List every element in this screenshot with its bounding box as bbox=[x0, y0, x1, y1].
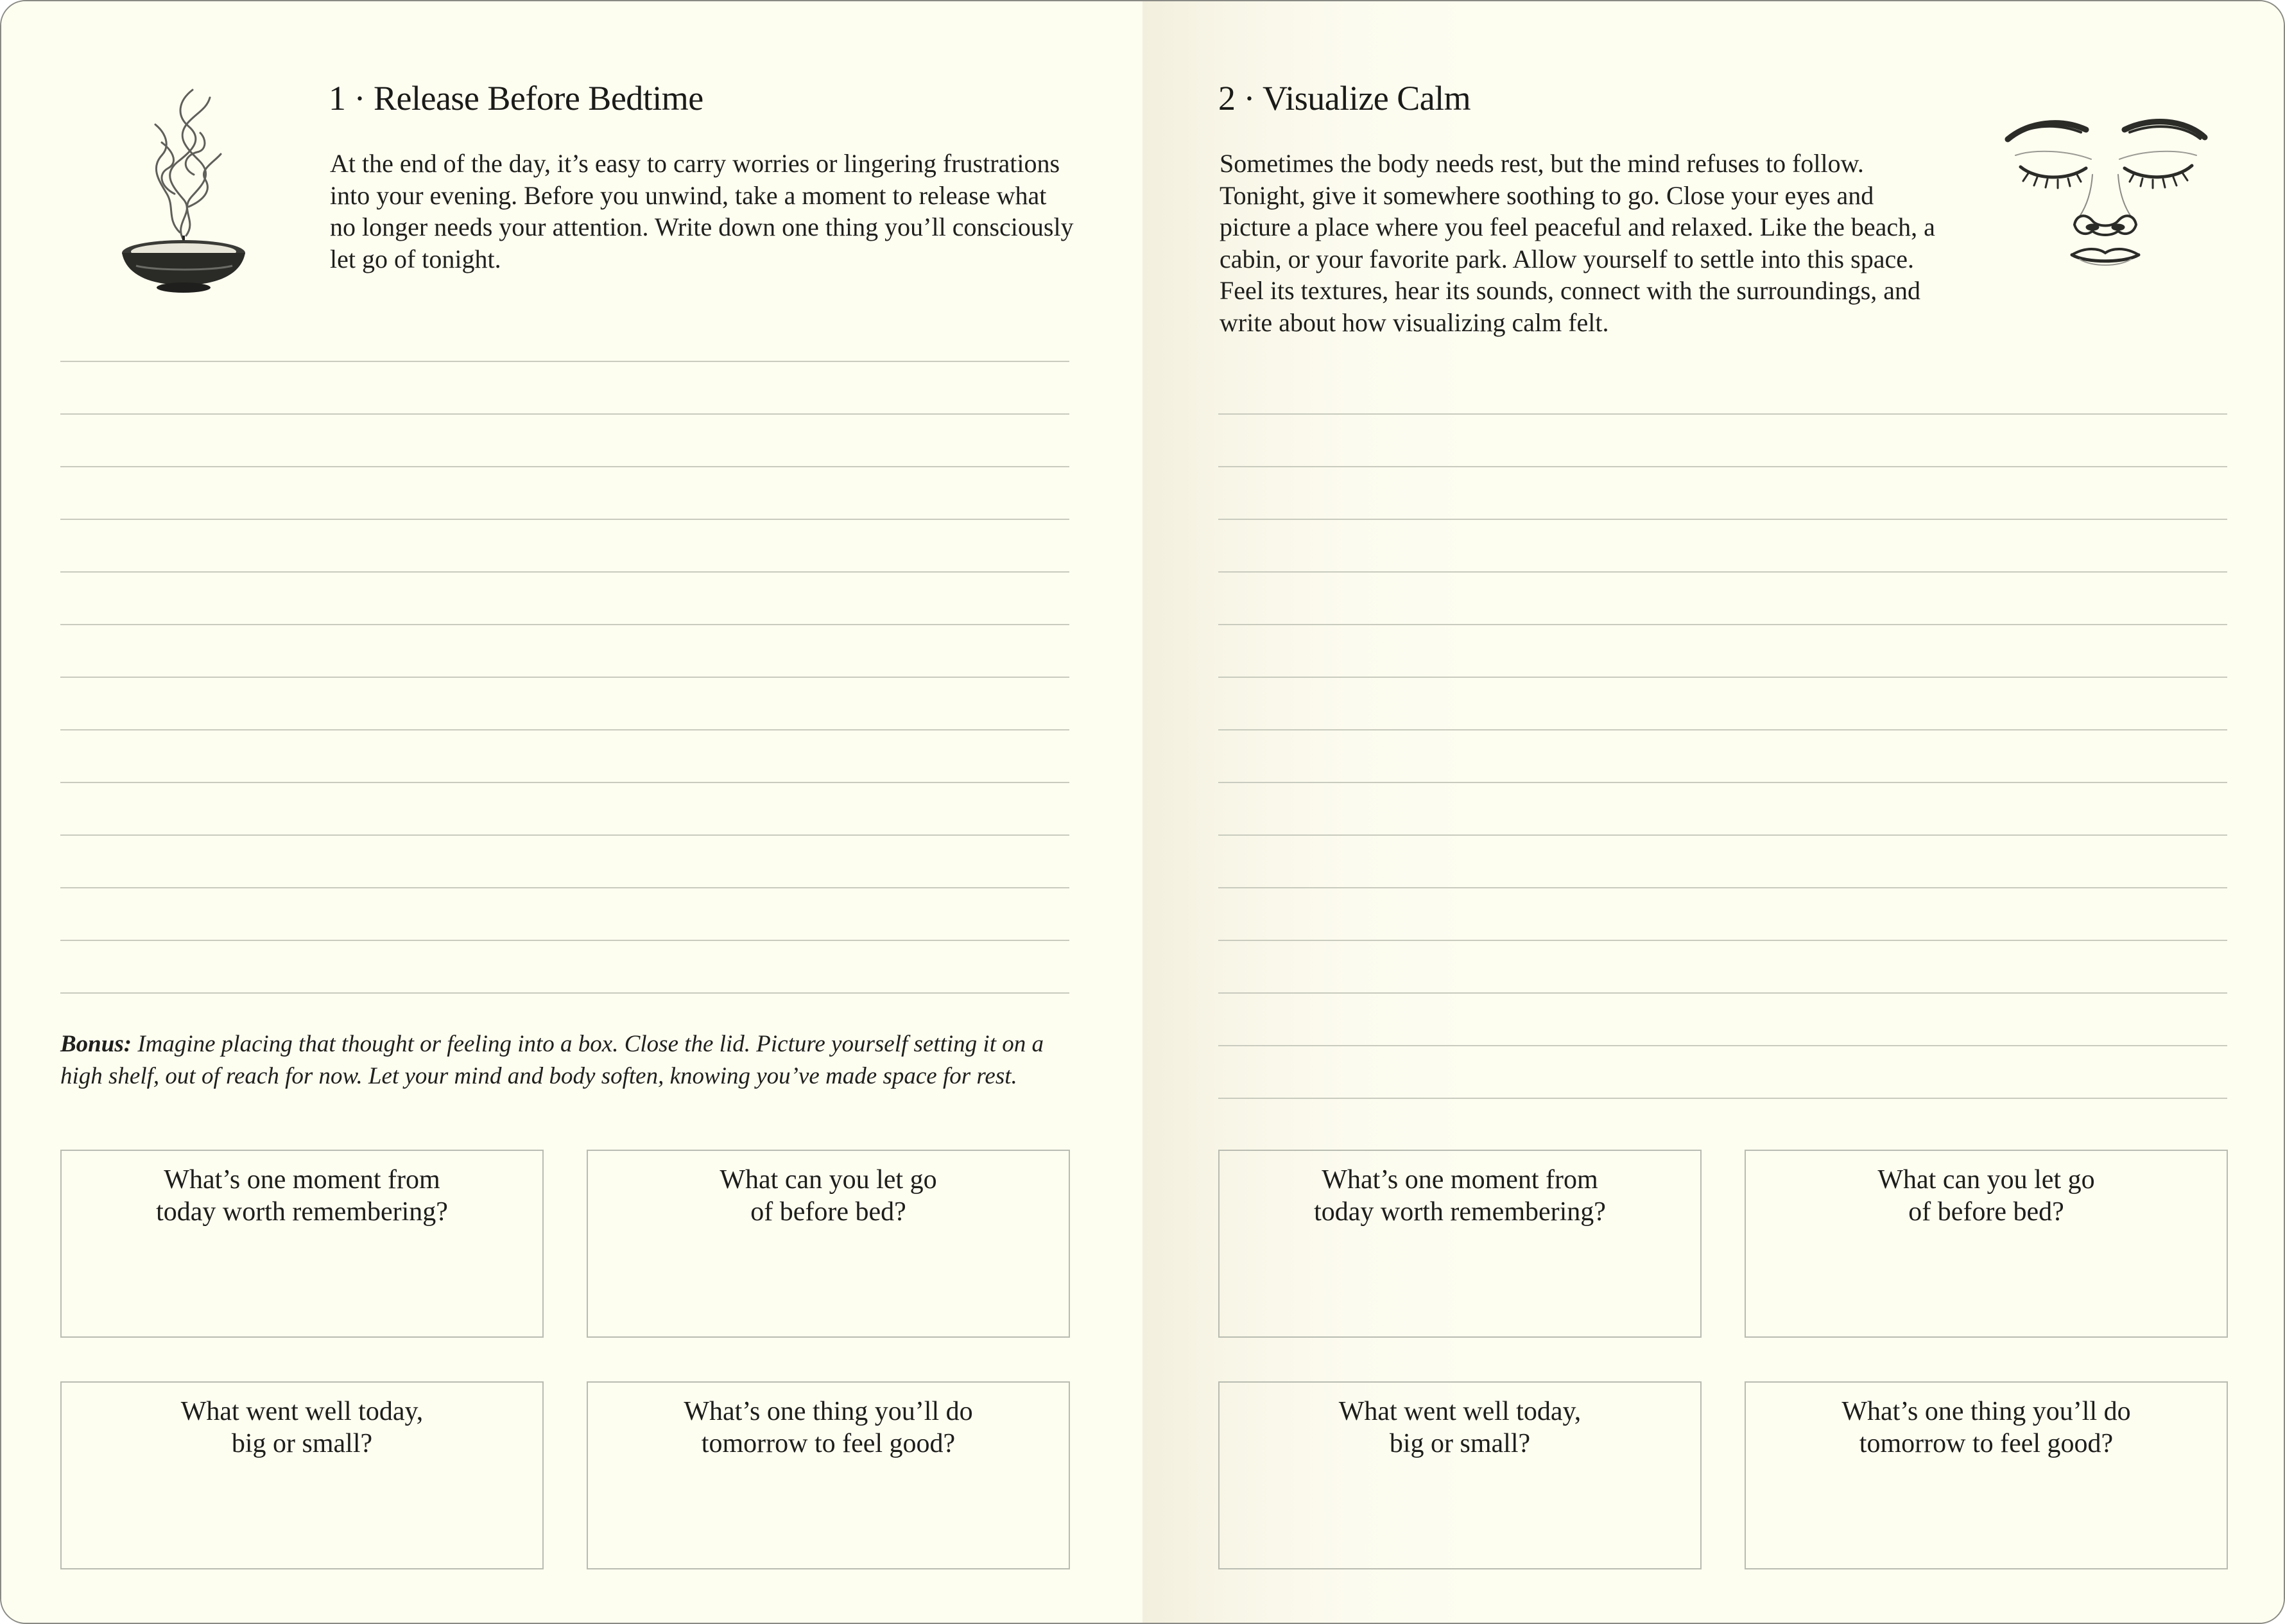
writing-line bbox=[1218, 1045, 2227, 1046]
right-page bbox=[1142, 1, 2284, 1623]
writing-line bbox=[60, 992, 1069, 994]
writing-line bbox=[60, 413, 1069, 415]
bonus-text: Imagine placing that thought or feeling into a box. Close the lid. Picture yourself setting it on a high shelf, out of reach for now. Let your mind and body soften, knowing you’ve made space for rest. bbox=[60, 1031, 1044, 1089]
prompt-box[interactable] bbox=[587, 1150, 1070, 1338]
writing-line bbox=[1218, 834, 2227, 836]
writing-line bbox=[1218, 887, 2227, 888]
writing-line bbox=[60, 624, 1069, 625]
writing-line bbox=[60, 361, 1069, 362]
prompt-text: What’s one moment from today worth remembering? bbox=[1314, 1165, 1606, 1227]
prompt-box[interactable] bbox=[1745, 1150, 2228, 1338]
writing-line bbox=[60, 519, 1069, 520]
prompt-text: What can you let go of before bed? bbox=[720, 1165, 937, 1227]
writing-line bbox=[1218, 1098, 2227, 1099]
prompt-text: What went well today, big or small? bbox=[1338, 1397, 1582, 1458]
prompt-box[interactable] bbox=[1218, 1150, 1702, 1338]
exercise-title: 2 · Visualize Calm bbox=[1218, 79, 1471, 117]
writing-line bbox=[1218, 677, 2227, 678]
prompt-text: What’s one moment from today worth remembering? bbox=[156, 1165, 448, 1227]
prompt-text: What went well today, big or small? bbox=[180, 1397, 424, 1458]
prompt-box[interactable] bbox=[60, 1150, 544, 1338]
exercise-instructions: Sometimes the body needs rest, but the mind refuses to follow. Tonight, give it somewhere soothing to go. Close your eyes and picture a place where you feel peaceful and relaxed. Like the beach, a cabin, or your favorite park. Allow yourself to settle into this space. Feel its textures, hear its sounds, connect with the surroundings, and write about how visualizing calm felt. bbox=[1220, 149, 1935, 337]
prompt-text: What’s one thing you’ll do tomorrow to feel good? bbox=[1841, 1397, 2131, 1458]
prompt-box[interactable] bbox=[1745, 1381, 2228, 1569]
writing-line bbox=[60, 940, 1069, 941]
prompt-box[interactable] bbox=[60, 1381, 544, 1569]
writing-line bbox=[1218, 519, 2227, 520]
writing-line bbox=[1218, 466, 2227, 467]
prompt-text: What’s one thing you’ll do tomorrow to feel good? bbox=[684, 1397, 973, 1458]
writing-line bbox=[60, 887, 1069, 888]
prompt-box[interactable] bbox=[587, 1381, 1070, 1569]
exercise-title: 1 · Release Before Bedtime bbox=[329, 79, 703, 117]
writing-line bbox=[60, 571, 1069, 573]
writing-line bbox=[60, 729, 1069, 730]
writing-lines[interactable] bbox=[1218, 1, 2227, 1623]
writing-line bbox=[1218, 940, 2227, 941]
writing-line bbox=[1218, 571, 2227, 573]
exercise-instructions: At the end of the day, it’s easy to carry worries or lingering frustrations into your evening. Before you unwind, take a moment to release what no longer needs your attention. Write down one thing you’ll consciously let go of tonight. bbox=[330, 149, 1074, 273]
writing-line bbox=[1218, 413, 2227, 415]
writing-line bbox=[1218, 782, 2227, 783]
writing-lines[interactable] bbox=[60, 1, 1069, 1623]
writing-line bbox=[60, 466, 1069, 467]
bonus-label: Bonus: bbox=[60, 1031, 132, 1057]
prompt-box[interactable] bbox=[1218, 1381, 1702, 1569]
writing-line bbox=[60, 677, 1069, 678]
writing-line bbox=[60, 782, 1069, 783]
left-page bbox=[1, 1, 1142, 1623]
writing-line bbox=[1218, 729, 2227, 730]
writing-line bbox=[1218, 624, 2227, 625]
writing-line bbox=[1218, 992, 2227, 994]
writing-line bbox=[60, 834, 1069, 836]
prompt-text: What can you let go of before bed? bbox=[1877, 1165, 2095, 1227]
bonus-tip bbox=[60, 1028, 1087, 1093]
